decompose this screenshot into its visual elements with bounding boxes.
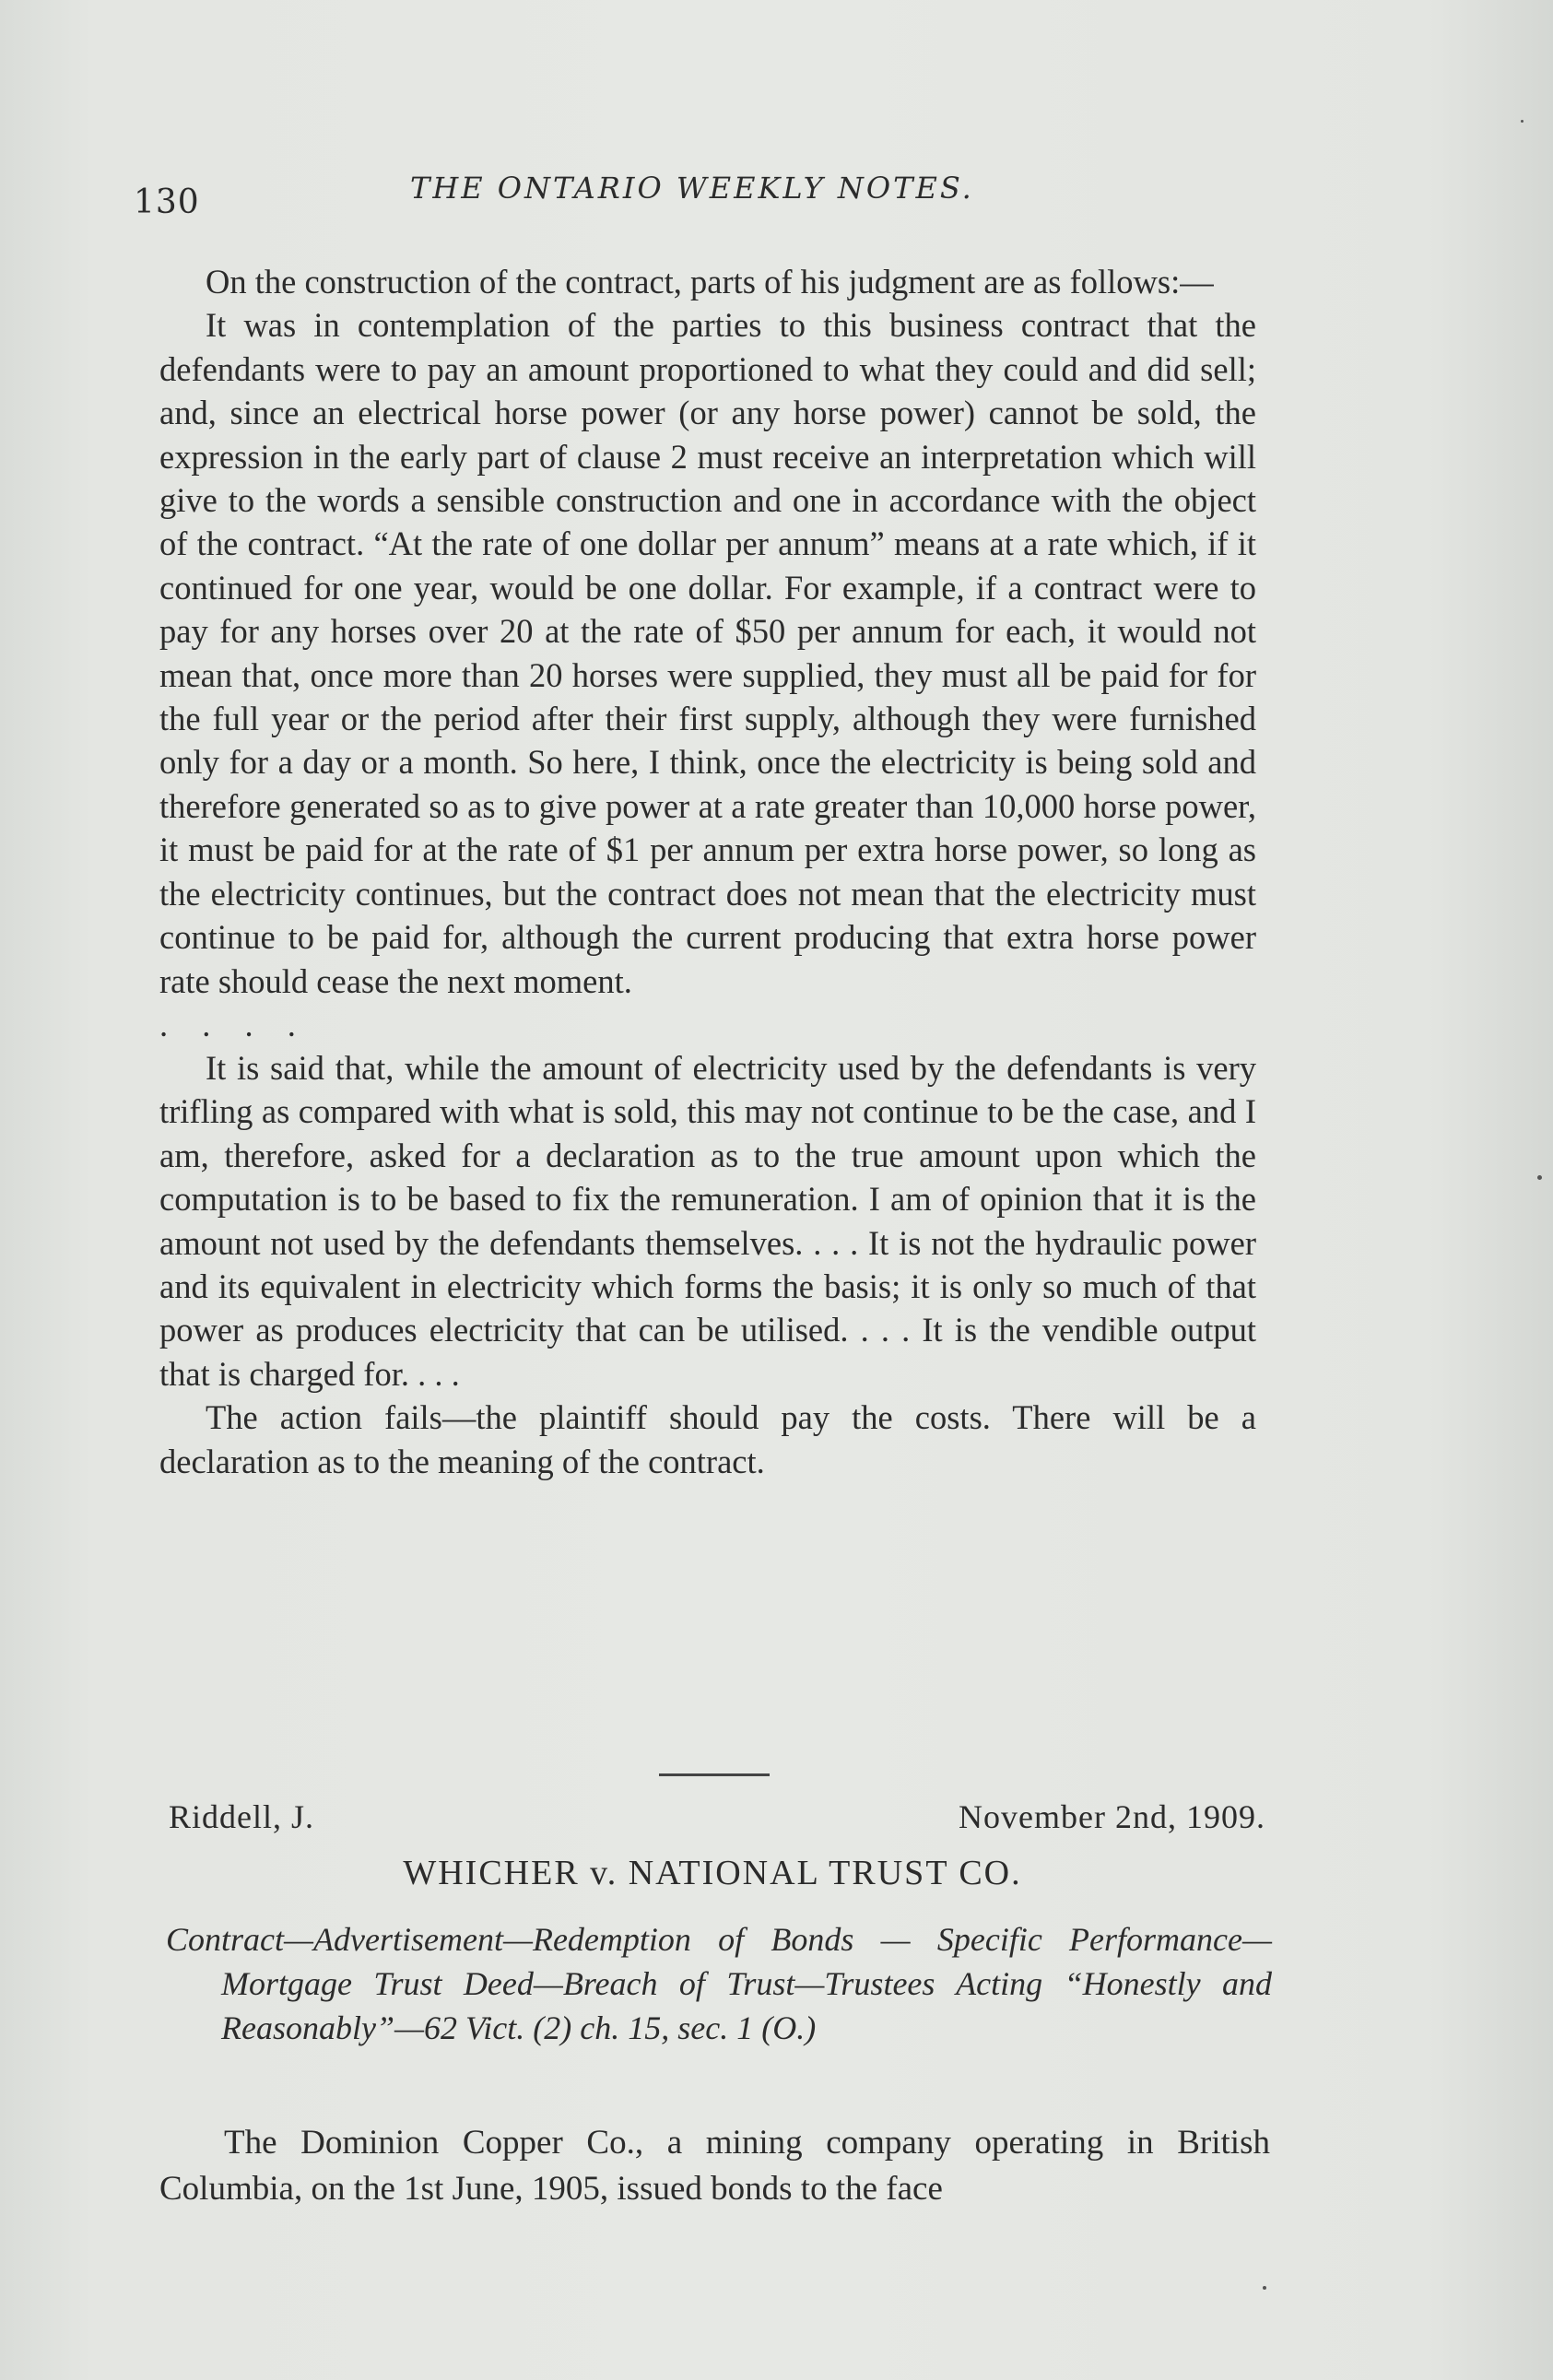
paragraph: It is said that, while the amount of electricity used by the defendants is very trifling as compared with what is sold, this may not continue to be the case, and I am, therefore, asked for a declaration as to the true amount upon which the computation is to be based to fix the remuneration. I am of opinion that it is the amount not used by the defendants themselves. . . . It is not the hydraulic power and its equivalent in electricity which forms the basis; it is only so much of that power as produces electricity that can be utilised. . . . It is the vendible output that is charged for. . . .	[159, 1048, 1256, 1393]
judge-name: Riddell, J.	[169, 1798, 315, 1835]
paragraph: It was in contemplation of the parties to this business contract that the defendants were to pay an amount proportioned to what they could and did sell; and, since an electrical horse power (or any horse power) cannot be sold, the expression in the early part of clause 2 must receive an interpretation which will give to the words a sensible construction and one in accordance with the object of the contract. “At the rate of one dollar per annum” means at a rate which, if it continued for one year, would be one dollar. For example, if a contract were to pay for any horses over 20 at the rate of $50 per annum for each, it would not mean that, once more than 20 horses were supplied, they must all be paid for for the full year or the period after their first supply, although they were furnished only for a day or a month. So here, I think, once the electricity is being sold and therefore generated so as to give power at a rate greater than 10,000 horse power, it must be paid for at the rate of $1 per annum per extra horse power, so long as the electricity continues, but the contract does not mean that the electricity must continue to be paid for, although the current producing that extra horse power rate should cease the next moment.	[159, 306, 1256, 1000]
opening-paragraph: The Dominion Copper Co., a mining company operating in British Columbia, on the 1st June, 1905, issued bonds to the face	[159, 2124, 1270, 2208]
paragraph: On the construction of the contract, parts of his judgment are as follows:—	[206, 263, 1214, 300]
page-speck	[1263, 2286, 1266, 2290]
case-title: WHICHER v. NATIONAL TRUST CO.	[403, 1854, 1022, 1892]
running-head: THE ONTARIO WEEKLY NOTES.	[410, 171, 974, 206]
judgment-date: November 2nd, 1909.	[959, 1798, 1265, 1835]
page-speck	[1537, 1175, 1542, 1180]
ellipsis-line: . . . .	[159, 1005, 309, 1043]
page-number: 130	[134, 183, 200, 221]
section-divider	[659, 1773, 770, 1776]
headnote: Contract—Advertisement—Redemption of Bonds — Specific Performance—Mortgage Trust Deed—Breach of Trust—Trustees Acting “Honestly and Reasonably”—62 Vict. (2) ch. 15, sec. 1 (O.)	[166, 1921, 1272, 2046]
judgment-text	[159, 260, 1256, 1483]
page-header	[134, 171, 1277, 226]
paragraph: The action fails—the plaintiff should pay the costs. There will be a declaration as to the meaning of the contract.	[159, 1398, 1256, 1480]
page-speck	[1521, 120, 1524, 123]
